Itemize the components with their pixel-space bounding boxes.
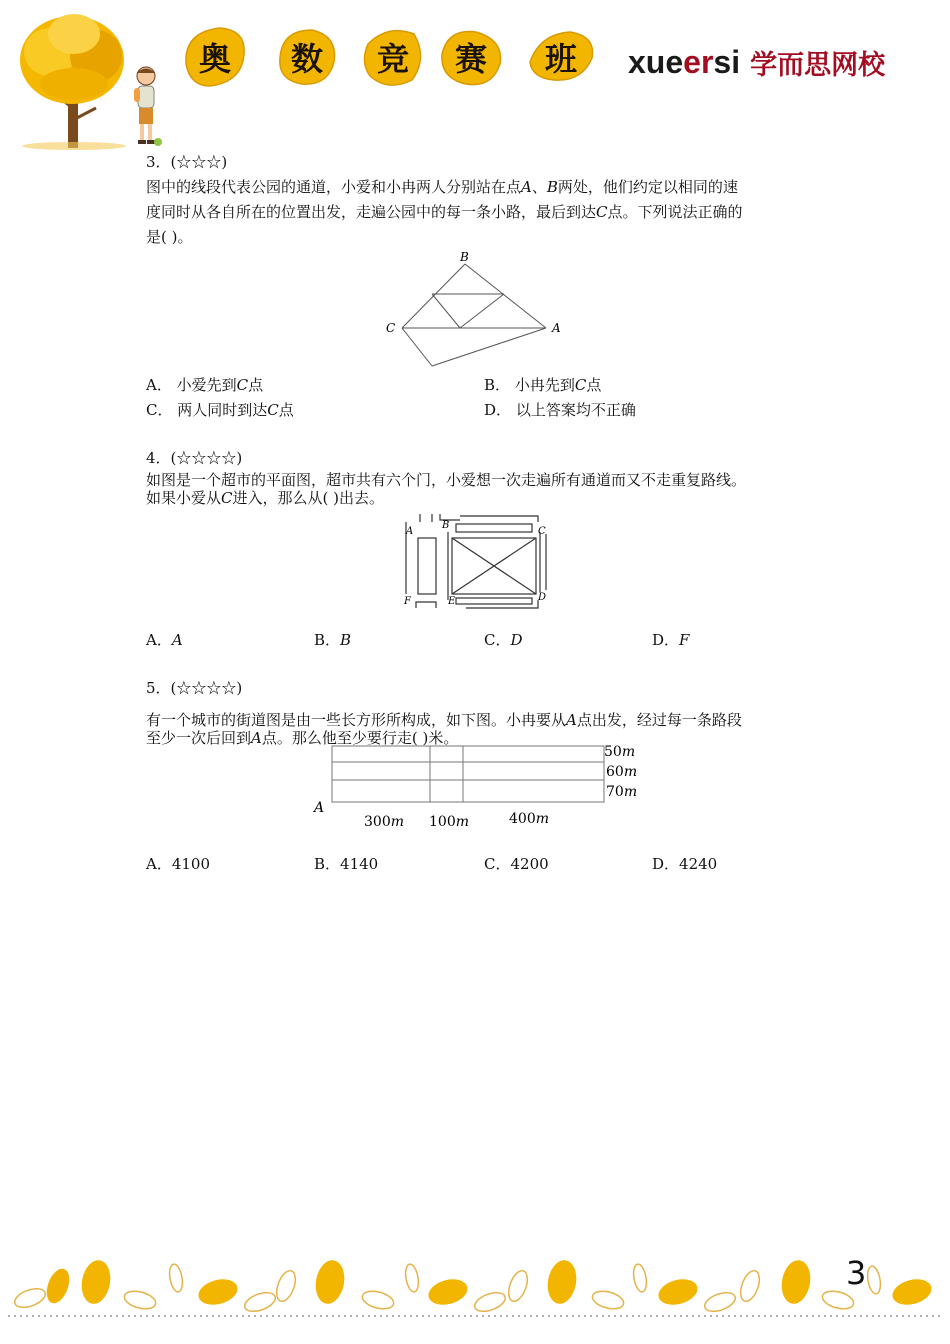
- question-text: 图中的线段代表公园的通道，小爱和小冉两人分别站在点A、B两处，他们约定以相同的速: [146, 178, 738, 196]
- title-char: 奥: [198, 40, 231, 78]
- point-label-c: C: [386, 321, 396, 335]
- footer-leaf-border: [0, 1250, 950, 1330]
- question-text: 至少一次后回到A点。那么他至少要行走( )米。: [146, 729, 459, 747]
- title-char: 班: [544, 40, 577, 78]
- street-grid-figure: [308, 740, 648, 832]
- option-b[interactable]: B． 小冉先到C点: [484, 376, 602, 394]
- door-label-d: D: [538, 592, 547, 603]
- question-text: 如果小爱从C进入，那么从( )出去。: [146, 489, 384, 507]
- col-length-label: 100m: [429, 814, 470, 830]
- path-segment: [432, 328, 546, 366]
- option-b[interactable]: B．B: [314, 631, 352, 649]
- option-d[interactable]: D． 以上答案均不正确: [484, 401, 636, 419]
- page-number: 3: [846, 1254, 867, 1292]
- question-number: 4．(☆☆☆☆): [146, 449, 243, 467]
- question-3: [146, 150, 810, 250]
- brand-en: xueersi: [628, 43, 741, 80]
- leaf-icon: [12, 1258, 934, 1315]
- point-label-b: B: [460, 250, 469, 264]
- title-char: 数: [290, 40, 323, 78]
- option-c[interactable]: C． 两人同时到达C点: [146, 401, 294, 419]
- wall-segment: [420, 514, 432, 522]
- title-char: 赛: [454, 40, 487, 78]
- shelf-rect: [418, 538, 436, 594]
- street-grid-outline: [332, 746, 604, 802]
- option-d[interactable]: D．F: [652, 631, 690, 649]
- point-label-a: A: [314, 800, 325, 816]
- question-text: 有一个城市的街道图是由一些长方形所构成，如下图。小冉要从A点出发，经过每一条路段: [146, 711, 742, 729]
- door-label-c: C: [538, 526, 546, 537]
- title-leaf: [272, 24, 342, 90]
- path-segment: [460, 294, 504, 328]
- question-5: [146, 676, 810, 747]
- question-text: 如图是一个超市的平面图，超市共有六个门，小爱想一次走遍所有通道而又不走重复路线。: [146, 471, 747, 489]
- title-leaf: [436, 24, 506, 90]
- door-label-a: A: [406, 526, 414, 537]
- path-segment: [402, 328, 432, 366]
- door-label-e: E: [448, 596, 456, 607]
- row-length-label: 60m: [606, 764, 638, 780]
- question-text: 度同时从各自所在的位置出发，走遍公园中的每一条小路，最后到达C点。下列说法正确的: [146, 203, 743, 221]
- supermarket-floor-plan: [390, 510, 562, 616]
- door-label-f: F: [404, 596, 411, 607]
- option-a[interactable]: A．A: [146, 631, 183, 649]
- row-length-label: 70m: [606, 784, 638, 800]
- aisle-strip: [456, 524, 532, 532]
- option-c[interactable]: C．D: [484, 631, 523, 649]
- path-segment: [432, 294, 460, 328]
- option-a[interactable]: A． 小爱先到C点: [146, 376, 264, 394]
- question-text: 是( )。: [146, 228, 193, 246]
- brand-logo: [628, 42, 885, 82]
- col-length-label: 400m: [509, 811, 550, 827]
- option-d[interactable]: D．4240: [652, 855, 718, 873]
- col-length-label: 300m: [364, 814, 405, 830]
- wall-segment: [416, 602, 436, 608]
- child-figure-icon: [128, 64, 168, 150]
- aisle-strip: [456, 598, 532, 604]
- door-label-b: B: [442, 520, 450, 531]
- row-length-label: 50m: [604, 744, 636, 760]
- option-c[interactable]: C．4200: [484, 855, 549, 873]
- title-leaf: [526, 24, 596, 90]
- title-char: 竞: [376, 40, 409, 78]
- wall-segment: [460, 516, 538, 522]
- title-leaf: [180, 24, 250, 90]
- brand-cn: 学而思网校: [750, 49, 886, 81]
- question-number: 5．(☆☆☆☆): [146, 679, 243, 697]
- title-leaf: [358, 24, 428, 90]
- question-number: 3．(☆☆☆): [146, 153, 228, 171]
- question-4: [146, 446, 810, 507]
- option-a[interactable]: A．4100: [146, 855, 211, 873]
- path-segment: [465, 264, 546, 328]
- page-header: [0, 0, 950, 150]
- point-label-a: A: [552, 321, 561, 335]
- park-path-figure: [380, 248, 570, 372]
- option-b[interactable]: B．4140: [314, 855, 379, 873]
